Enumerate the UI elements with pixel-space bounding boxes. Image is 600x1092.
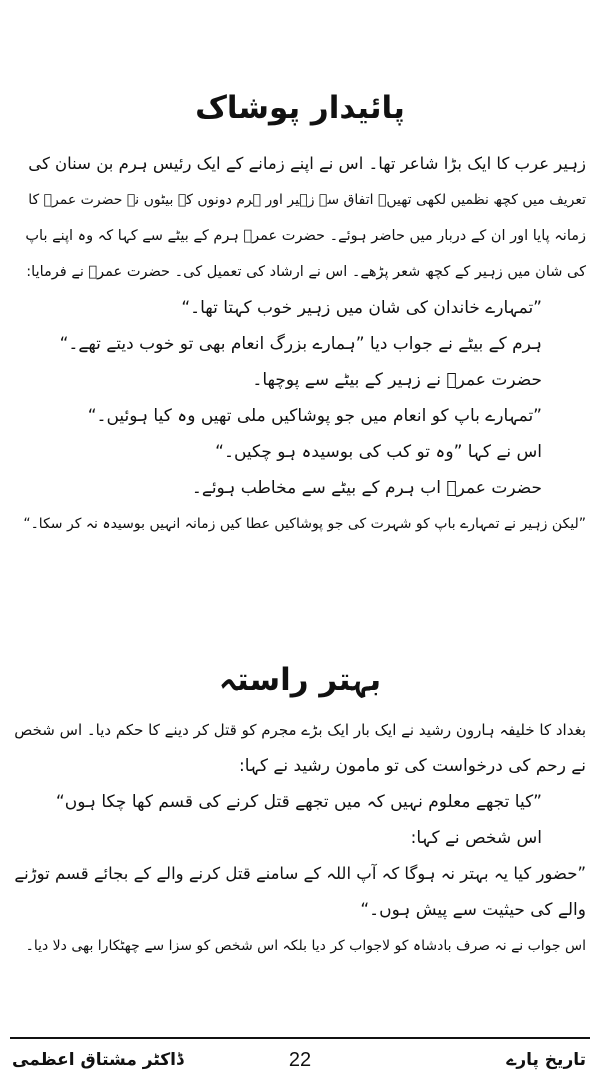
page-number: 22 (288, 1049, 312, 1071)
text-line: اس جواب نے نہ صرف بادشاہ کو لاجواب کر دیا بلکہ اس شخص کو سزا سے چھٹکارا بھی دلا دیا۔ (25, 938, 586, 954)
text-line: زمانہ پایا اور ان کے دربار میں حاضر ہوئے۔ حضرت عمرؓ ہرم کے بیٹے سے کہا کہ وہ اپنے باپ (25, 228, 586, 244)
text-line: حضرت عمرؓ نے زہیر کے بیٹے سے پوچھا۔ (252, 370, 542, 390)
text-line: اس شخص نے کہا: (410, 828, 542, 848)
text-line: حضرت عمرؓ اب ہرم کے بیٹے سے مخاطب ہوئے۔ (191, 478, 542, 498)
text-line: تعریف میں کچھ نظمیں لکھی تھیں۔ اتفاق سے زہیر اور ہرم دونوں کے بیٹوں نے حضرت عمرؓ کا (28, 192, 586, 208)
text-line: ہرم کے بیٹے نے جواب دیا ”ہمارے بزرگ انعام بھی تو خوب دیتے تھے۔“ (59, 334, 542, 354)
text-line: اس نے کہا ”وہ تو کب کی بوسیدہ ہو چکیں۔“ (215, 442, 542, 462)
section-body-better-path (12, 712, 586, 964)
quote-line: ”کیا تجھے معلوم نہیں کہ میں تجھے قتل کرنے کی قسم کھا چکا ہوں“ (55, 792, 542, 812)
text-line: کی شان میں زہیر کے کچھ شعر پڑھے۔ اس نے ارشاد کی تعمیل کی۔ حضرت عمرؓ نے فرمایا: (26, 264, 586, 280)
text-line: نے رحم کی درخواست کی تو مامون رشید نے کہا: (239, 756, 586, 776)
quote-line: ”حضور کیا یہ بہتر نہ ہوگا کہ آپ اللہ کے سامنے قتل کرنے والے کے بجائے قسم توڑنے (14, 864, 586, 883)
text-line: بغداد کا خلیفہ ہارون رشید نے ایک بار ایک بڑے مجرم کو قتل کر دینے کا حکم دیا۔ اس شخص (14, 721, 586, 739)
section-title-better-path: بہتر راستہ (218, 662, 382, 698)
section-body-durable-garment (12, 146, 586, 542)
quote-line: ”لیکن زہیر نے تمہارے باپ کو شہرت کی جو پوشاکیں عطا کیں زمانہ انہیں بوسیدہ نہ کر سکا۔“ (23, 516, 586, 532)
quote-line: ”تمہارے باپ کو انعام میں جو پوشاکیں ملی تھیں وہ کیا ہوئیں۔“ (87, 406, 542, 426)
footer-author: ڈاکٹر مشتاق اعظمی (12, 1050, 184, 1070)
page-footer (0, 1042, 600, 1078)
section-title-durable-garment: پائیدار پوشاک (195, 90, 405, 126)
quote-line: ”تمہارے خاندان کی شان میں زہیر خوب کہتا تھا۔“ (181, 298, 542, 318)
text-line: والے کی حیثیت سے پیش ہوں۔“ (360, 900, 586, 920)
text-line: زہیر عرب کا ایک بڑا شاعر تھا۔ اس نے اپنے زمانے کے ایک رئیس ہرم بن سنان کی (28, 154, 586, 173)
footer-book-title: تاریخ پارے (506, 1050, 586, 1070)
footer-divider (10, 1037, 590, 1039)
